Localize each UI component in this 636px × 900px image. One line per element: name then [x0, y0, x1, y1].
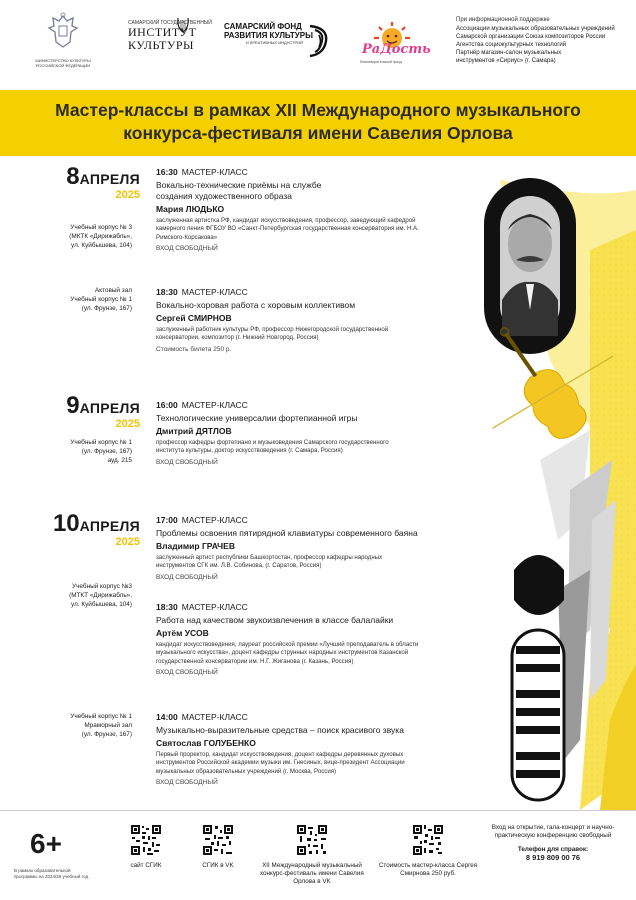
event-fee: ВХОД СВОБОДНЫЙ	[156, 669, 218, 677]
event-topic: Музыкально-выразительные средства – поиск красивого звука	[156, 725, 404, 735]
qr-code-festival-icon[interactable]	[296, 824, 328, 856]
event-time: 17:00	[156, 515, 178, 525]
event-desc: Первый проректор, кандидат искусствоведения, доцент кафедры деревянных духовых инструментов Российской академии музыки им. Гнесиных, вице-президент Ассоциации музыкальных образовательных учреждений (г. Москва, Россия)	[156, 751, 405, 775]
day-8-april	[0, 163, 140, 201]
event-kind: МАСТЕР-КЛАСС	[181, 167, 248, 177]
event-grachev	[156, 515, 476, 582]
day-number: 10	[52, 510, 80, 537]
title-line-1: Мастер-классы в рамках XII Международного музыкального	[55, 100, 581, 120]
age-rating: 6+	[30, 828, 62, 859]
day-number: 8	[66, 163, 80, 190]
day-10-april	[0, 510, 140, 548]
venue-line: Учебный корпус № 3	[70, 224, 132, 231]
event-desc: заслуженный работник культуры РФ, профессор Нижегородской государственной консерватории, композитор (г. Нижний Новгород, Россия)	[156, 326, 389, 342]
info-support-line: Ассоциации музыкальных образовательных учреждений	[456, 26, 615, 32]
event-kind: МАСТЕР-КЛАСС	[181, 287, 248, 297]
institute-small-caption: САМАРСКИЙ ГОСУДАРСТВЕННЫЙ	[128, 20, 212, 26]
event-desc: заслуженный артист республики Башкортостан, профессор кафедры народных инструментов СГК им. Л.В. Собинова, (г. Саратов, Россия)	[156, 554, 383, 570]
info-support-head: При информационной поддержке	[456, 17, 550, 23]
qr-caption: СГИК в VK	[202, 862, 234, 869]
day-number: 9	[66, 392, 80, 419]
info-support	[456, 16, 632, 65]
title-band	[0, 90, 636, 156]
venue	[30, 582, 132, 609]
day-year: 2025	[115, 418, 140, 430]
event-topic: Вокально-хоровая работа с хоровым коллективом	[156, 300, 356, 310]
ministry-logo	[28, 12, 98, 68]
venue	[30, 223, 132, 250]
fund-line-1: САМАРСКИЙ ФОНД	[224, 22, 302, 31]
event-person: Мария ЛЮДЬКО	[156, 204, 225, 214]
event-golubenko	[156, 712, 476, 787]
event-person: Святослав ГОЛУБЕНКО	[156, 738, 256, 748]
entry-info	[484, 824, 622, 862]
title-line-2: конкурса-фестиваля имени Савелия Орлова	[123, 123, 513, 143]
radost-word: РаДость	[362, 42, 431, 57]
event-topic: Технологические универсалии фортепианной игры	[156, 413, 358, 423]
event-topic: Работа над качеством звукоизвлечения в классе балалайки	[156, 615, 394, 625]
radost-sub: благотворительный фонд	[360, 60, 402, 64]
event-kind: МАСТЕР-КЛАСС	[181, 400, 248, 410]
phone-label: Телефон для справок:	[517, 846, 589, 853]
event-smirnov	[156, 287, 476, 354]
event-kind: МАСТЕР-КЛАСС	[181, 515, 248, 525]
venue-line: Учебный корпус №3	[72, 583, 132, 590]
day-year: 2025	[115, 536, 140, 548]
venue	[30, 286, 132, 313]
event-fee: ВХОД СВОБОДНЫЙ	[156, 573, 218, 581]
venue-line: (МКТК «Дирижабль»,	[69, 233, 132, 240]
footer-divider	[0, 810, 636, 811]
info-support-line: Партнёр магазин-салон музыкальных	[456, 50, 562, 56]
entry-text: Вход на открытие, гала-концерт и научно-практическую конференцию свободный	[491, 824, 615, 839]
event-person: Владимир ГРАЧЕВ	[156, 541, 235, 551]
institute-logo	[128, 20, 212, 52]
ministry-caption: МИНИСТЕРСТВО КУЛЬТУРЫ РОССИЙСКОЙ ФЕДЕРАЦИИ	[35, 58, 91, 68]
venue-line: Учебный корпус № 1	[70, 439, 132, 446]
event-time: 18:30	[156, 602, 178, 612]
event-fee: ВХОД СВОБОДНЫЙ	[156, 458, 218, 466]
qr-code-ticket-icon[interactable]	[412, 824, 444, 856]
event-desc: профессор кафедры фортепиано и музыковедения Самарского государственного института культуры, доктор искусствоведения (г. Самара, Россия)	[156, 439, 389, 455]
event-time: 16:00	[156, 400, 178, 410]
venue-line: Актовый зал	[94, 287, 132, 294]
qr-caption: сайт СГИК	[130, 862, 162, 869]
day-month: АПРЕЛЯ	[79, 171, 140, 187]
venue-line: ул. Куйбышева, 104)	[71, 242, 132, 249]
event-topic: Вокально-технические приёмы на службе создания художественного образа	[156, 180, 322, 201]
venue-line: (ул. Фрунзе, 167)	[81, 448, 132, 455]
event-time: 14:00	[156, 712, 178, 722]
venue-line: (ул. Фрунзе, 167)	[81, 305, 132, 312]
day-month: АПРЕЛЯ	[79, 400, 140, 416]
event-person: Сергей СМИРНОВ	[156, 313, 232, 323]
lyre-icon	[176, 16, 190, 34]
fund-line-2: РАЗВИТИЯ КУЛЬТУРЫ	[224, 31, 313, 40]
venue-line: Учебный корпус № 1	[70, 713, 132, 720]
phone-number[interactable]: 8 919 809 00 76	[525, 853, 581, 862]
fund-logo	[224, 22, 332, 45]
event-fee: ВХОД СВОБОДНЫЙ	[156, 245, 218, 253]
event-time: 16:30	[156, 167, 178, 177]
eagle-emblem-icon	[46, 12, 80, 50]
venue-line: ауд. 215	[107, 457, 132, 464]
venue-line: (ул. Фрунзе, 167)	[81, 731, 132, 738]
event-dyatlov	[156, 400, 476, 467]
event-kind: МАСТЕР-КЛАСС	[181, 602, 248, 612]
info-support-line: Агентства социокультурных технологий	[456, 42, 567, 48]
venue-line: Мраморный зал	[84, 722, 132, 729]
info-support-line: Самарской организации Союза композиторов России	[456, 34, 606, 40]
event-fee: Стоимость билета 250 р.	[156, 345, 232, 353]
qr-caption: XII Международный музыкальный конкурс-фестиваль имени Савелия Орлова в VK	[260, 862, 364, 885]
venue-line: ул. Куйбышева, 104)	[71, 601, 132, 608]
day-year: 2025	[115, 189, 140, 201]
venue-line: (МТКТ «Дирижабль»,	[69, 592, 132, 599]
fund-line-3: И КРЕАТИВНЫХ ИНДУСТРИЙ	[246, 40, 303, 45]
page-title	[14, 99, 622, 145]
institute-name: ИНСТИТУТ КУЛЬТУРЫ	[128, 25, 197, 52]
event-time: 18:30	[156, 287, 178, 297]
event-usov	[156, 602, 476, 677]
event-kind: МАСТЕР-КЛАСС	[181, 712, 248, 722]
age-note: В рамках образовательной программы на 2024/25 учебный год	[14, 868, 89, 879]
qr-code-vk-icon[interactable]	[202, 824, 234, 856]
event-topic: Проблемы освоения пятирядной клавиатуры современного баяна	[156, 528, 418, 538]
venue	[30, 438, 132, 465]
event-desc: заслуженная артистка РФ, кандидат искусствоведения, профессор, заведующий кафедрой камерного пения ФГБОУ ВО «Санкт-Петербургская государственная консерватория им. Н.А. Римского-Корсакова»	[156, 217, 419, 241]
venue	[30, 712, 132, 739]
qr-code-site-icon[interactable]	[130, 824, 162, 856]
event-fee: ВХОД СВОБОДНЫЙ	[156, 779, 218, 787]
day-month: АПРЕЛЯ	[79, 518, 140, 534]
fund-mark-icon	[306, 24, 332, 58]
event-desc: кандидат искусствоведения, лауреат российской премии «Лучший преподаватель в области музыкального искусства», доцент кафедры струнных народных инструментов Казанской государственной консерватории им. Н.Г. Жиганова (г. Казань, Россия)	[156, 641, 419, 665]
day-9-april	[0, 392, 140, 430]
event-person: Дмитрий ДЯТЛОВ	[156, 426, 232, 436]
event-person: Артём УСОВ	[156, 628, 209, 638]
radost-logo	[356, 20, 431, 70]
qr-caption: Стоимость мастер-класса Сергея Смирнова 250 руб.	[378, 862, 478, 877]
info-support-line: инструментов «Сириус» (г. Самара)	[456, 58, 556, 64]
header-logos	[0, 0, 636, 88]
event-lyudko	[156, 167, 476, 253]
venue-line: Учебный корпус № 1	[70, 296, 132, 303]
